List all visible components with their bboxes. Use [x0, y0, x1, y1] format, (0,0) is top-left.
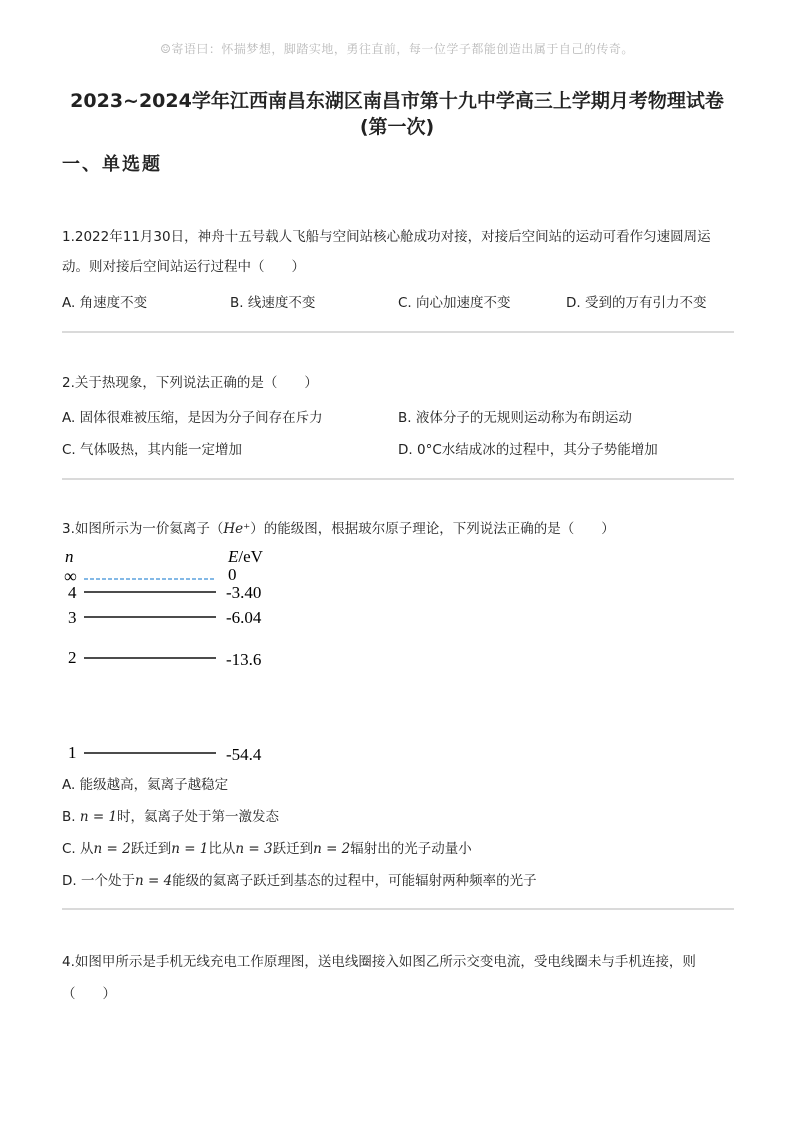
question-4-line-2: （ ）	[62, 986, 116, 1002]
q3-c-text-5: 辐射出的光子动量小	[350, 841, 472, 857]
exam-title: 2023~2024学年江西南昌东湖区南昌市第十九中学高三上学期月考物理试卷	[70, 90, 724, 112]
q3-c-math-2: n = 1	[171, 841, 209, 857]
q2-option-a[interactable]: A. 固体很难被压缩，是因为分子间存在斥力	[62, 410, 323, 426]
question-3-stem	[62, 514, 742, 544]
question-1-stem	[62, 222, 742, 282]
energy-axis-label: E/eV	[228, 547, 263, 566]
level-1-energy: -54.4	[226, 745, 262, 764]
section-heading: 一、单选题	[62, 154, 162, 175]
q2-option-b[interactable]: B. 液体分子的无规则运动称为布朗运动	[398, 410, 632, 426]
question-1-line-1: 1.2022年11月30日，神舟十五号载人飞船与空间站核心舱成功对接，对接后空间站的运动可看作匀速圆周运	[62, 229, 711, 245]
q3-b-text-2: 时，氦离子处于第一激发态	[117, 809, 280, 825]
level-4-n: 4	[68, 583, 77, 602]
question-2-stem: 2.关于热现象，下列说法正确的是（ ）	[62, 375, 318, 391]
q3-c-text-2: 跃迁到	[130, 841, 172, 857]
divider	[62, 331, 734, 333]
q3-option-b[interactable]	[62, 805, 279, 825]
q3-c-text-3: 比从	[208, 841, 236, 857]
level-2-n: 2	[68, 648, 77, 667]
q3-c-math-1: n = 2	[93, 841, 131, 857]
level-inf-energy: 0	[228, 565, 237, 584]
q3-option-d[interactable]	[62, 869, 537, 889]
level-3-n: 3	[68, 608, 77, 627]
q3-c-math-3: n = 3	[235, 841, 273, 857]
q3-stem-suffix: ）的能级图，根据玻尔原子理论，下列说法正确的是（ ）	[250, 521, 615, 537]
q3-b-math-1: n = 1	[79, 809, 118, 825]
motto-banner: ☺寄语曰：怀揣梦想，脚踏实地，勇往直前，每一位学子都能创造出属于自己的传奇。	[160, 42, 634, 56]
question-1-line-2: 动。则对接后空间站运行过程中（ ）	[62, 259, 305, 275]
energy-level-diagram	[60, 542, 300, 772]
q2-option-d[interactable]: D. 0°C水结成冰的过程中，其分子势能增加	[398, 442, 658, 458]
q3-c-math-4: n = 2	[313, 841, 351, 857]
level-4-energy: -3.40	[226, 583, 262, 602]
q3-b-text-1: B.	[62, 809, 80, 825]
q3-c-text-1: C. 从	[62, 841, 94, 857]
level-1-n: 1	[68, 743, 77, 762]
q1-option-a[interactable]: A. 角速度不变	[62, 295, 148, 311]
q3-d-text-1: D. 一个处于	[62, 873, 135, 889]
level-3-energy: -6.04	[226, 608, 262, 627]
divider	[62, 908, 734, 910]
q3-option-c[interactable]	[62, 837, 472, 857]
question-4-line-1: 4.如图甲所示是手机无线充电工作原理图，送电线圈接入如图乙所示交变电流，受电线圈未与手机连接，则	[62, 954, 696, 970]
q2-option-c[interactable]: C. 气体吸热，其内能一定增加	[62, 442, 243, 458]
q3-stem-prefix: 3.如图所示为一价氦离子（	[62, 521, 224, 537]
q3-option-a[interactable]: A. 能级越高，氦离子越稳定	[62, 777, 229, 793]
q3-c-text-4: 跃迁到	[272, 841, 314, 857]
divider	[62, 478, 734, 480]
q3-d-text-2: 能级的氦离子跃迁到基态的过程中，可能辐射两种频率的光子	[172, 873, 537, 889]
n-axis-label: n	[65, 547, 74, 566]
q1-option-b[interactable]: B. 线速度不变	[230, 295, 316, 311]
q1-option-c[interactable]: C. 向心加速度不变	[398, 295, 511, 311]
question-4-stem	[62, 946, 742, 1010]
helium-ion-symbol: He⁺	[223, 521, 251, 537]
exam-title-subtitle: (第一次)	[359, 116, 435, 138]
q1-option-d[interactable]: D. 受到的万有引力不变	[566, 295, 707, 311]
q3-d-math-1: n = 4	[134, 873, 173, 889]
level-2-energy: -13.6	[226, 650, 262, 669]
level-inf-n: ∞	[64, 566, 77, 586]
